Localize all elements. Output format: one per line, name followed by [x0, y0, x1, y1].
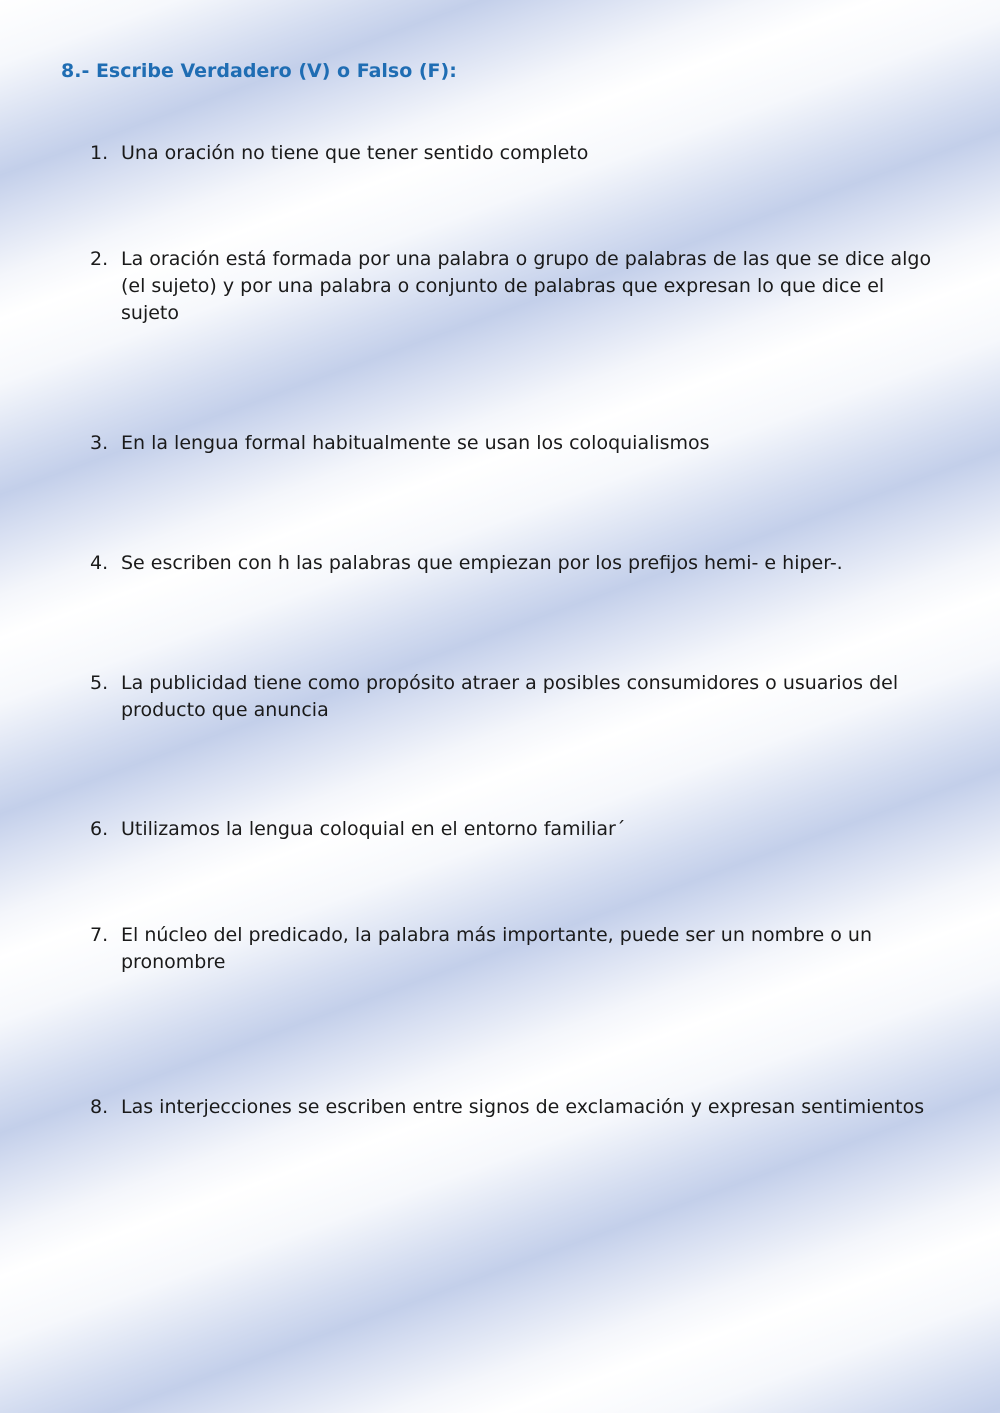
statement-text: La oración está formada por una palabra o grupo de palabras de las que se dice algo (el sujeto) y por una palabra o conjunto de palabras que expresan lo que dice el sujeto — [121, 248, 932, 324]
statement-number: 7. — [90, 924, 109, 946]
statement-number: 5. — [90, 672, 109, 694]
statement-text: Utilizamos la lengua coloquial en el entorno familiar´ — [121, 818, 626, 840]
statement-text: Las interjecciones se escriben entre signos de exclamación y expresan sentimientos — [121, 1096, 925, 1118]
statement-number: 6. — [90, 818, 109, 840]
statement-item-1 — [90, 140, 950, 167]
statement-number: 1. — [90, 142, 109, 164]
statement-text: El núcleo del predicado, la palabra más importante, puede ser un nombre o un pronombre — [121, 924, 873, 973]
statement-item-4 — [90, 550, 950, 577]
statement-item-6 — [90, 816, 950, 843]
statement-item-5 — [90, 670, 950, 724]
statement-number: 3. — [90, 432, 109, 454]
statement-text: Una oración no tiene que tener sentido completo — [121, 142, 589, 164]
statement-item-8 — [90, 1094, 950, 1121]
statement-text: En la lengua formal habitualmente se usan los coloquialismos — [121, 432, 710, 454]
statement-item-3 — [90, 430, 950, 457]
statement-number: 2. — [90, 248, 109, 270]
statement-text: Se escriben con h las palabras que empiezan por los prefijos hemi- e hiper-. — [121, 552, 843, 574]
statement-text: La publicidad tiene como propósito atraer a posibles consumidores o usuarios del producto que anuncia — [121, 672, 899, 721]
exercise-title: 8.- Escribe Verdadero (V) o Falso (F): — [61, 60, 457, 82]
statement-item-7 — [90, 922, 950, 976]
statement-item-2 — [90, 246, 950, 327]
statement-number: 4. — [90, 552, 109, 574]
statement-number: 8. — [90, 1096, 109, 1118]
